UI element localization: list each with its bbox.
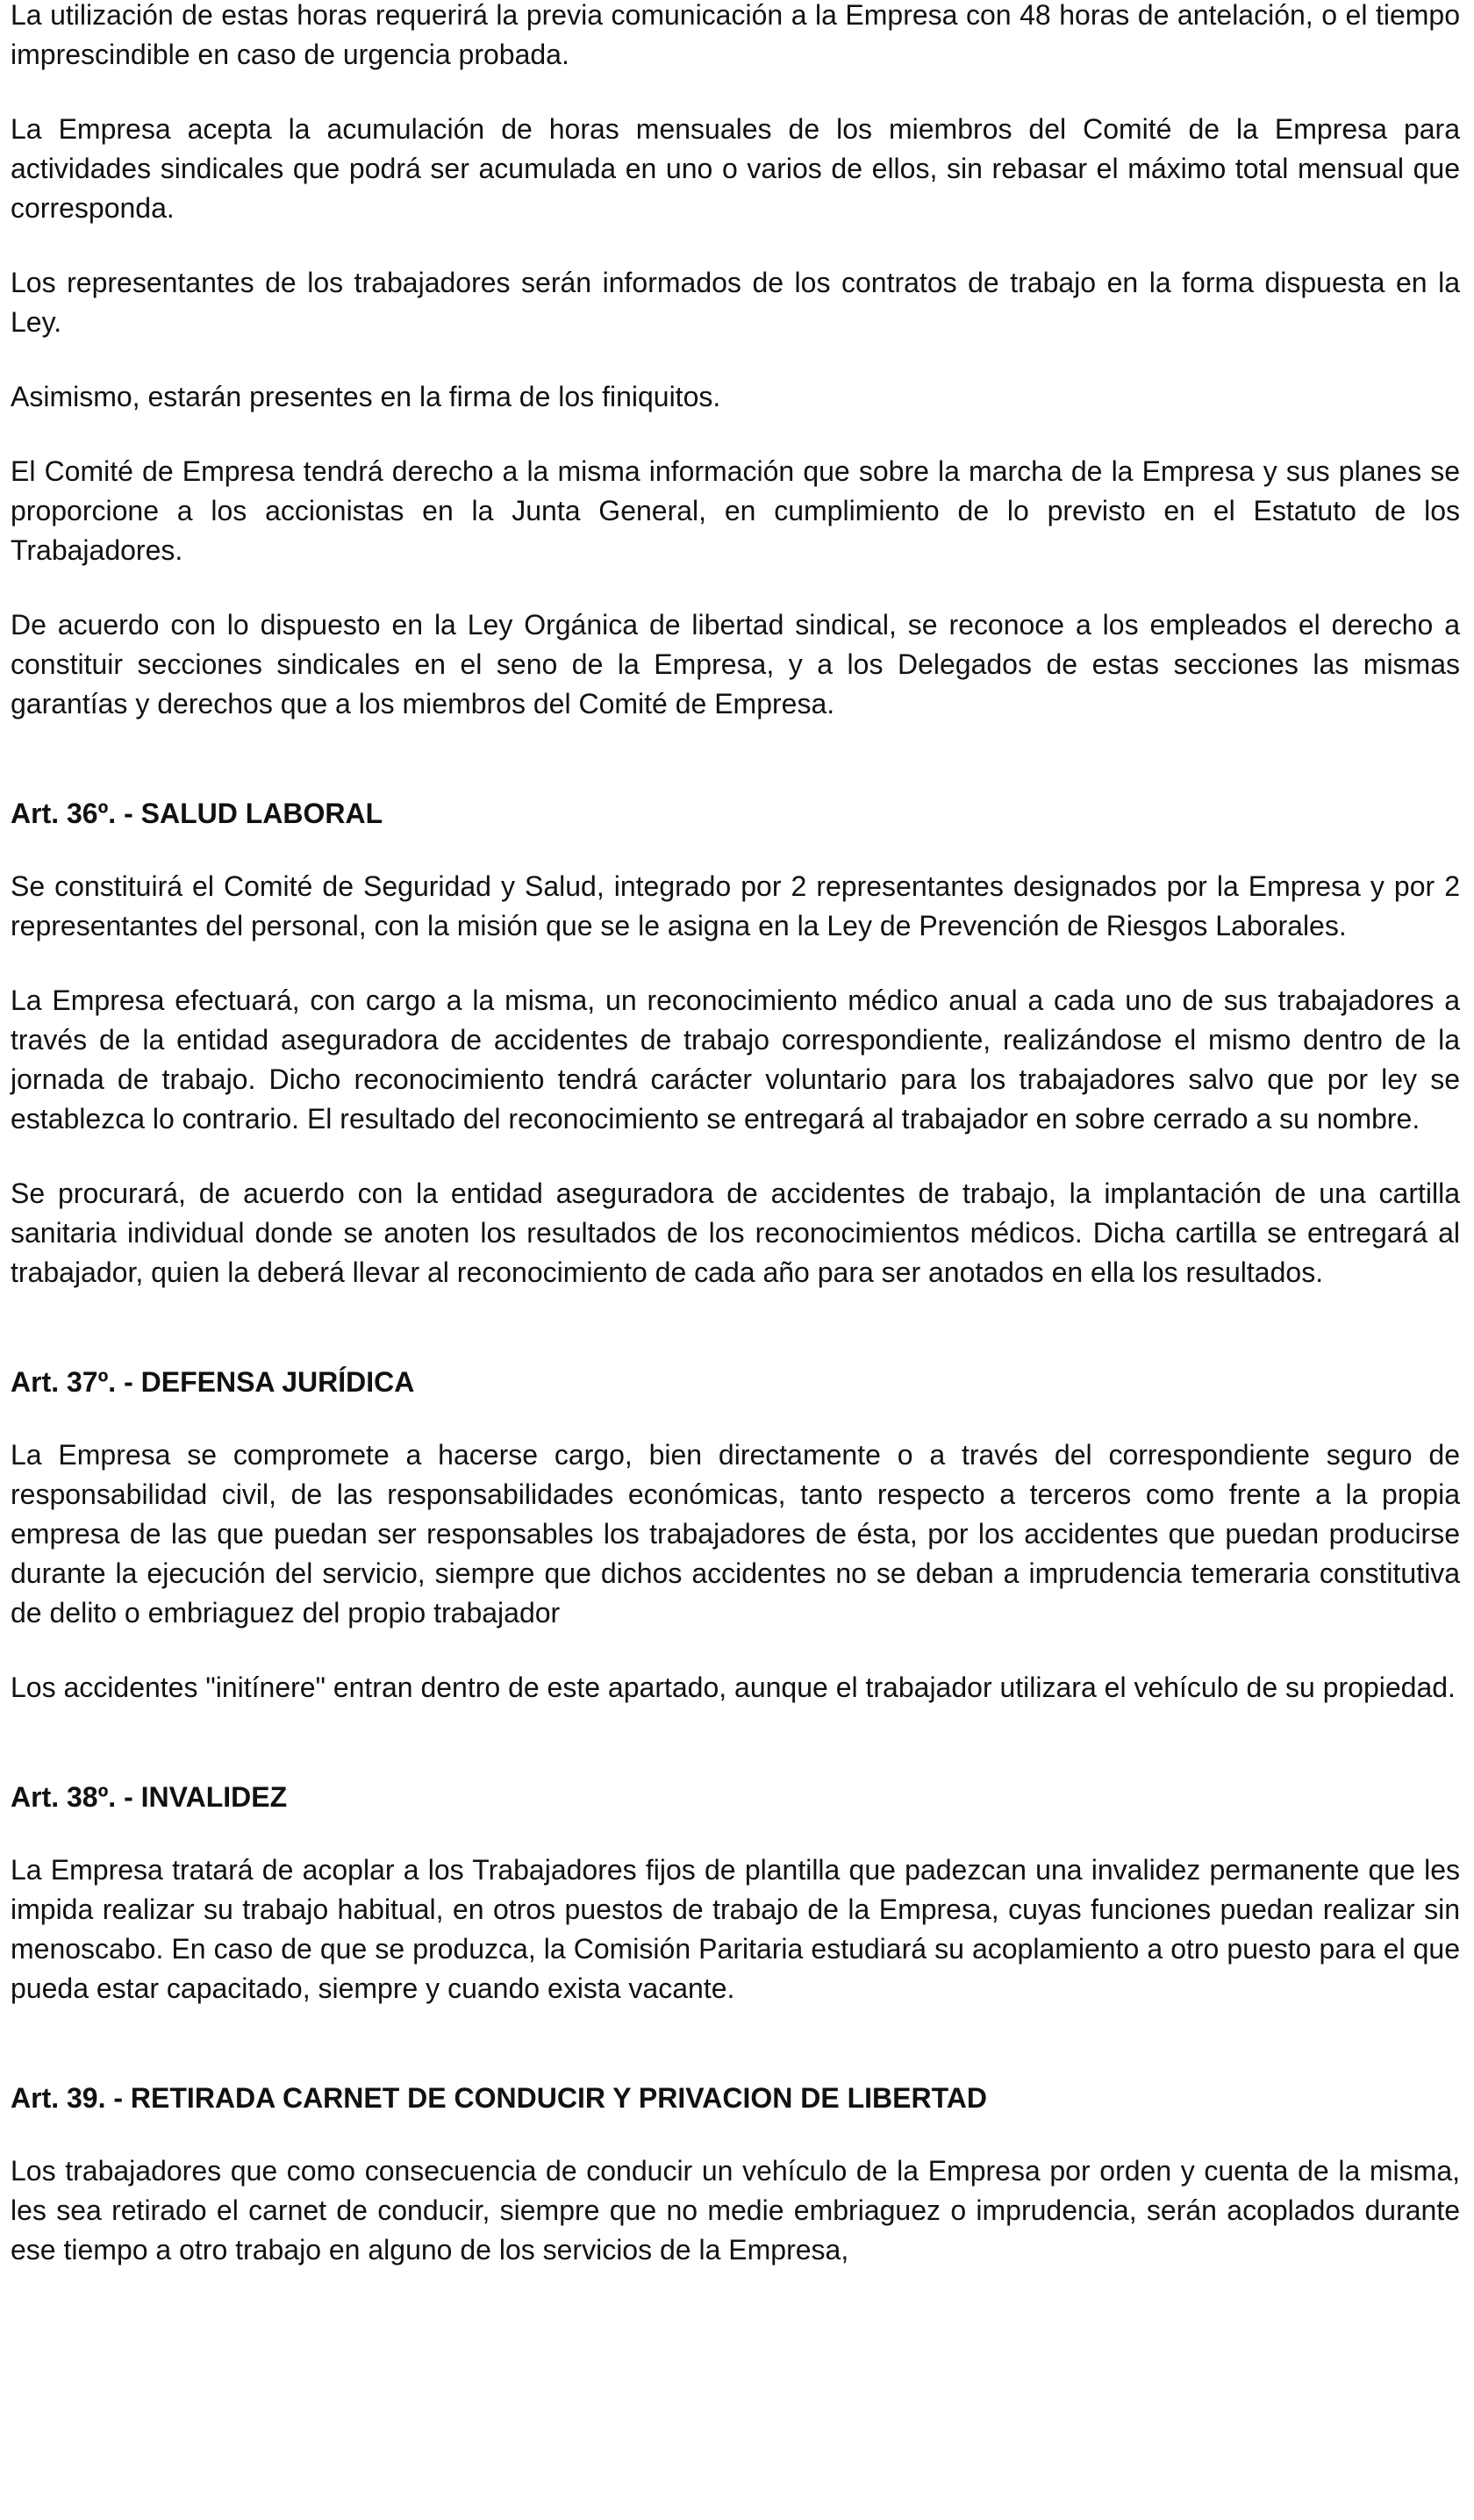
intro-paragraph-3: Los representantes de los trabajadores serán informados de los contratos de trabajo en la forma dispuesta en la Ley. (11, 267, 1460, 338)
article-37-heading: Art. 37º. - DEFENSA JURÍDICA (11, 1366, 415, 1398)
article-36-paragraph-3: Se procurará, de acuerdo con la entidad aseguradora de accidentes de trabajo, la implantación de una cartilla sanitaria individual donde se anoten los resultados de los reconocimientos médicos. Dicha cartilla se entregará al trabajador, quien la deberá llevar al reconocimiento de cada año para ser anotados en ella los resultados. (11, 1178, 1460, 1288)
intro-paragraph-6: De acuerdo con lo dispuesto en la Ley Orgánica de libertad sindical, se reconoce a los empleados el derecho a constituir secciones sindicales en el seno de la Empresa, y a los Delegados de estas secciones las mismas garantías y derechos que a los miembros del Comité de Empresa. (11, 609, 1460, 719)
article-39-section (11, 2079, 1460, 2270)
article-36-section (11, 794, 1460, 1292)
intro-paragraph-2: La Empresa acepta la acumulación de horas mensuales de los miembros del Comité de la Empresa para actividades sindicales que podrá ser acumulada en uno o varios de ellos, sin rebasar el máximo total mensual que corresponda. (11, 113, 1460, 224)
article-36-paragraph-1: Se constituirá el Comité de Seguridad y Salud, integrado por 2 representantes designados por la Empresa y por 2 representantes del personal, con la misión que se le asigna en la Ley de Prevención de Riesgos Laborales. (11, 870, 1460, 941)
article-36-paragraph-2: La Empresa efectuará, con cargo a la misma, un reconocimiento médico anual a cada uno de sus trabajadores a través de la entidad aseguradora de accidentes de trabajo correspondiente, realizándose el mismo dentro de la jornada de trabajo. Dicho reconocimiento tendrá carácter voluntario para los trabajadores salvo que por ley se establezca lo contrario. El resultado del reconocimiento se entregará al trabajador en sobre cerrado a su nombre. (11, 984, 1460, 1135)
article-39-paragraph-1: Los trabajadores que como consecuencia de conducir un vehículo de la Empresa por orden y cuenta de la misma, les sea retirado el carnet de conducir, siempre que no medie embriaguez o imprudencia, serán acoplados durante ese tiempo a otro trabajo en alguno de los servicios de la Empresa, (11, 2155, 1460, 2266)
article-39-heading: Art. 39. - RETIRADA CARNET DE CONDUCIR Y PRIVACION DE LIBERTAD (11, 2082, 987, 2114)
article-37-section (11, 1363, 1460, 1707)
article-36-heading: Art. 36º. - SALUD LABORAL (11, 798, 383, 829)
article-38-paragraph-1: La Empresa tratará de acoplar a los Trabajadores fijos de plantilla que padezcan una invalidez permanente que les impida realizar su trabajo habitual, en otros puestos de trabajo de la Empresa, cuyas funciones puedan realizar sin menoscabo. En caso de que se produzca, la Comisión Paritaria estudiará su acoplamiento a otro puesto para el que pueda estar capacitado, siempre y cuando exista vacante. (11, 1854, 1460, 2004)
article-38-section (11, 1778, 1460, 2008)
document-page (11, 0, 1460, 2305)
intro-paragraph-1: La utilización de estas horas requerirá la previa comunicación a la Empresa con 48 horas de antelación, o el tiempo imprescindible en caso de urgencia probada. (11, 0, 1460, 70)
intro-paragraph-5: El Comité de Empresa tendrá derecho a la misma información que sobre la marcha de la Empresa y sus planes se proporcione a los accionistas en la Junta General, en cumplimiento de lo previsto en el Estatuto de los Trabajadores. (11, 455, 1460, 566)
article-38-heading: Art. 38º. - INVALIDEZ (11, 1781, 288, 1813)
intro-paragraph-4: Asimismo, estarán presentes en la firma de los finiquitos. (11, 381, 721, 412)
article-37-paragraph-1: La Empresa se compromete a hacerse cargo, bien directamente o a través del correspondiente seguro de responsabilidad civil, de las responsabilidades económicas, tanto respecto a terceros como frente a la propia empresa de las que puedan ser responsables los trabajadores de ésta, por los accidentes que puedan producirse durante la ejecución del servicio, siempre que dichos accidentes no se deban a imprudencia temeraria constitutiva de delito o embriaguez del propio trabajador (11, 1439, 1460, 1629)
article-37-paragraph-2: Los accidentes "initínere" entran dentro de este apartado, aunque el trabajador utilizara el vehículo de su propiedad. (11, 1672, 1456, 1703)
